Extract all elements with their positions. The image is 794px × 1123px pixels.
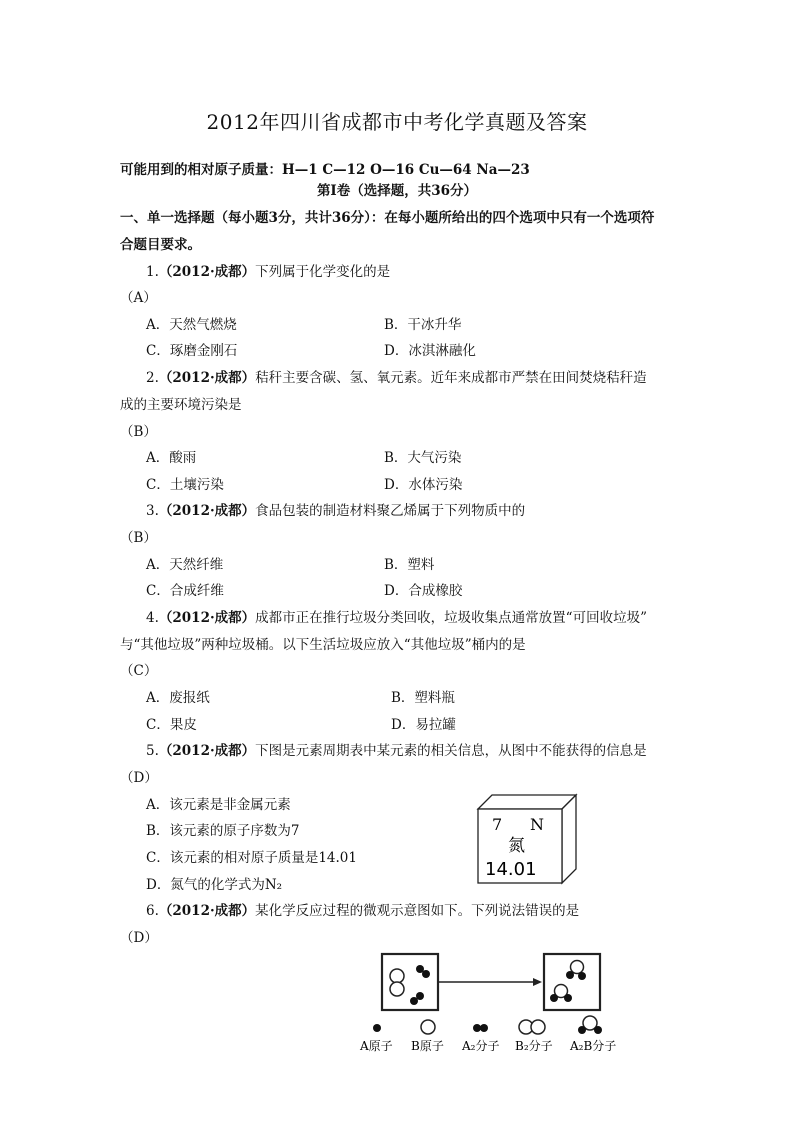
a2b-molecule-a-atom bbox=[564, 994, 572, 1002]
legend-a2-molecule-symbol bbox=[480, 1024, 488, 1032]
question-source: （2012·成都） bbox=[158, 370, 256, 386]
element-symbol: N bbox=[530, 815, 544, 834]
question-source: （2012·成都） bbox=[158, 503, 256, 519]
question-3-option-c: C．合成纤维 bbox=[146, 583, 224, 599]
legend-b-atom-symbol bbox=[421, 1020, 435, 1034]
b2-molecule-atom bbox=[390, 969, 404, 983]
question-3-answer: （B） bbox=[120, 530, 157, 546]
legend-label-a2b-molecule: A₂B分子 bbox=[570, 1039, 617, 1053]
question-5-option-d: D．氮气的化学式为N₂ bbox=[146, 877, 283, 893]
question-3-option-b: B．塑料 bbox=[384, 557, 435, 573]
question-number: 4. bbox=[146, 610, 159, 626]
question-text: 下列属于化学变化的是 bbox=[255, 264, 391, 280]
question-3-option-d: D．合成橡胶 bbox=[384, 583, 463, 599]
question-4-stem-cont: 与“其他垃圾”两种垃圾桶。以下生活垃圾应放入“其他垃圾”桶内的是 bbox=[120, 637, 526, 653]
question-2-option-d: D．水体污染 bbox=[384, 477, 463, 493]
legend-label-b2-molecule: B₂分子 bbox=[515, 1039, 553, 1053]
question-4-option-c: C．果皮 bbox=[146, 717, 197, 733]
question-2-option-c: C．土壤污染 bbox=[146, 477, 224, 493]
b2-molecule-atom bbox=[390, 982, 404, 996]
a2b-molecule-b-atom bbox=[571, 961, 584, 974]
question-1-option-c: C．琢磨金刚石 bbox=[146, 343, 238, 359]
question-2-option-a: A．酸雨 bbox=[146, 450, 197, 466]
question-1-option-d: D．冰淇淋融化 bbox=[384, 343, 476, 359]
question-3-option-a: A．天然纤维 bbox=[146, 557, 224, 573]
question-2-answer: （B） bbox=[120, 424, 157, 440]
question-number: 1. bbox=[146, 264, 159, 280]
legend-label-a2-molecule: A₂分子 bbox=[462, 1039, 500, 1053]
legend-a2-molecule-symbol bbox=[473, 1024, 481, 1032]
question-5-option-c: C．该元素的相对原子质量是14.01 bbox=[146, 850, 357, 866]
question-4-answer: （C） bbox=[120, 663, 158, 679]
legend-a2b-molecule-symbol bbox=[594, 1026, 602, 1034]
reactant-box bbox=[382, 954, 438, 1010]
question-1-stem bbox=[146, 263, 390, 281]
question-2-option-b: B．大气污染 bbox=[384, 450, 462, 466]
question-5-option-b: B．该元素的原子序数为7 bbox=[146, 823, 300, 839]
question-2-stem bbox=[146, 369, 647, 387]
question-5-answer: （D） bbox=[120, 770, 158, 786]
question-5-stem bbox=[146, 742, 647, 760]
legend-label-a-atom: A原子 bbox=[360, 1039, 393, 1053]
page-title: 2012年四川省成都市中考化学真题及答案 bbox=[206, 110, 588, 134]
reaction-diagram-svg bbox=[356, 948, 630, 1058]
reaction-diagram bbox=[356, 948, 630, 1058]
atomic-masses-line: 可能用到的相对原子质量：H—1 C—12 O—16 Cu—64 Na—23 bbox=[120, 162, 530, 178]
question-6-answer: （D） bbox=[120, 930, 158, 946]
question-text: 成都市正在推行垃圾分类回收，垃圾收集点通常放置“可回收垃圾” bbox=[255, 610, 647, 626]
a2b-molecule-a-atom bbox=[566, 971, 574, 979]
legend-b2-molecule-symbol bbox=[531, 1020, 545, 1034]
question-number: 6. bbox=[146, 903, 159, 919]
question-1-option-a: A．天然气燃烧 bbox=[146, 317, 237, 333]
question-5-option-a: A．该元素是非金属元素 bbox=[146, 797, 291, 813]
question-source: （2012·成都） bbox=[158, 264, 256, 280]
question-6-stem bbox=[146, 902, 579, 920]
question-text: 食品包装的制造材料聚乙烯属于下列物质中的 bbox=[255, 503, 526, 519]
question-4-option-d: D．易拉罐 bbox=[391, 717, 456, 733]
volume-heading: 第Ⅰ卷（选择题，共36分） bbox=[316, 183, 478, 199]
a2b-molecule-a-atom bbox=[550, 994, 558, 1002]
question-4-option-b: B．塑料瓶 bbox=[391, 690, 455, 706]
legend-a-atom-symbol bbox=[373, 1024, 381, 1032]
element-card-cube bbox=[474, 793, 578, 885]
question-number: 3. bbox=[146, 503, 159, 519]
question-source: （2012·成都） bbox=[158, 743, 256, 759]
section-heading-line2: 合题目要求。 bbox=[120, 237, 201, 253]
legend-a2b-molecule-symbol bbox=[578, 1026, 586, 1034]
a2b-molecule-a-atom bbox=[578, 972, 586, 980]
question-number: 5. bbox=[146, 743, 159, 759]
element-mass: 14.01 bbox=[485, 859, 537, 880]
question-text: 下图是元素周期表中某元素的相关信息，从图中不能获得的信息是 bbox=[255, 743, 647, 759]
question-source: （2012·成都） bbox=[158, 903, 256, 919]
question-2-stem-cont: 成的主要环境污染是 bbox=[120, 397, 242, 413]
question-1-option-b: B．干冰升华 bbox=[384, 317, 462, 333]
question-4-option-a: A．废报纸 bbox=[146, 690, 210, 706]
question-number: 2. bbox=[146, 370, 159, 386]
question-source: （2012·成都） bbox=[158, 610, 256, 626]
a-atom bbox=[410, 997, 418, 1005]
question-1-answer: （A） bbox=[120, 290, 157, 306]
a-atom bbox=[422, 970, 430, 978]
question-3-stem bbox=[146, 502, 525, 520]
section-heading-line1: 一、单一选择题（每小题3分，共计36分）：在每小题所给出的四个选项中只有一个选项符 bbox=[120, 210, 655, 226]
element-name: 氮 bbox=[508, 836, 525, 856]
element-card bbox=[474, 793, 578, 885]
question-text: 秸秆主要含碳、氢、氧元素。近年来成都市严禁在田间焚烧秸秆造 bbox=[255, 370, 647, 386]
reaction-arrow-head bbox=[533, 978, 542, 986]
question-4-stem bbox=[146, 609, 647, 627]
element-atomic-number: 7 bbox=[492, 815, 503, 834]
question-text: 某化学反应过程的微观示意图如下。下列说法错误的是 bbox=[255, 903, 580, 919]
legend-label-b-atom: B原子 bbox=[411, 1039, 444, 1053]
